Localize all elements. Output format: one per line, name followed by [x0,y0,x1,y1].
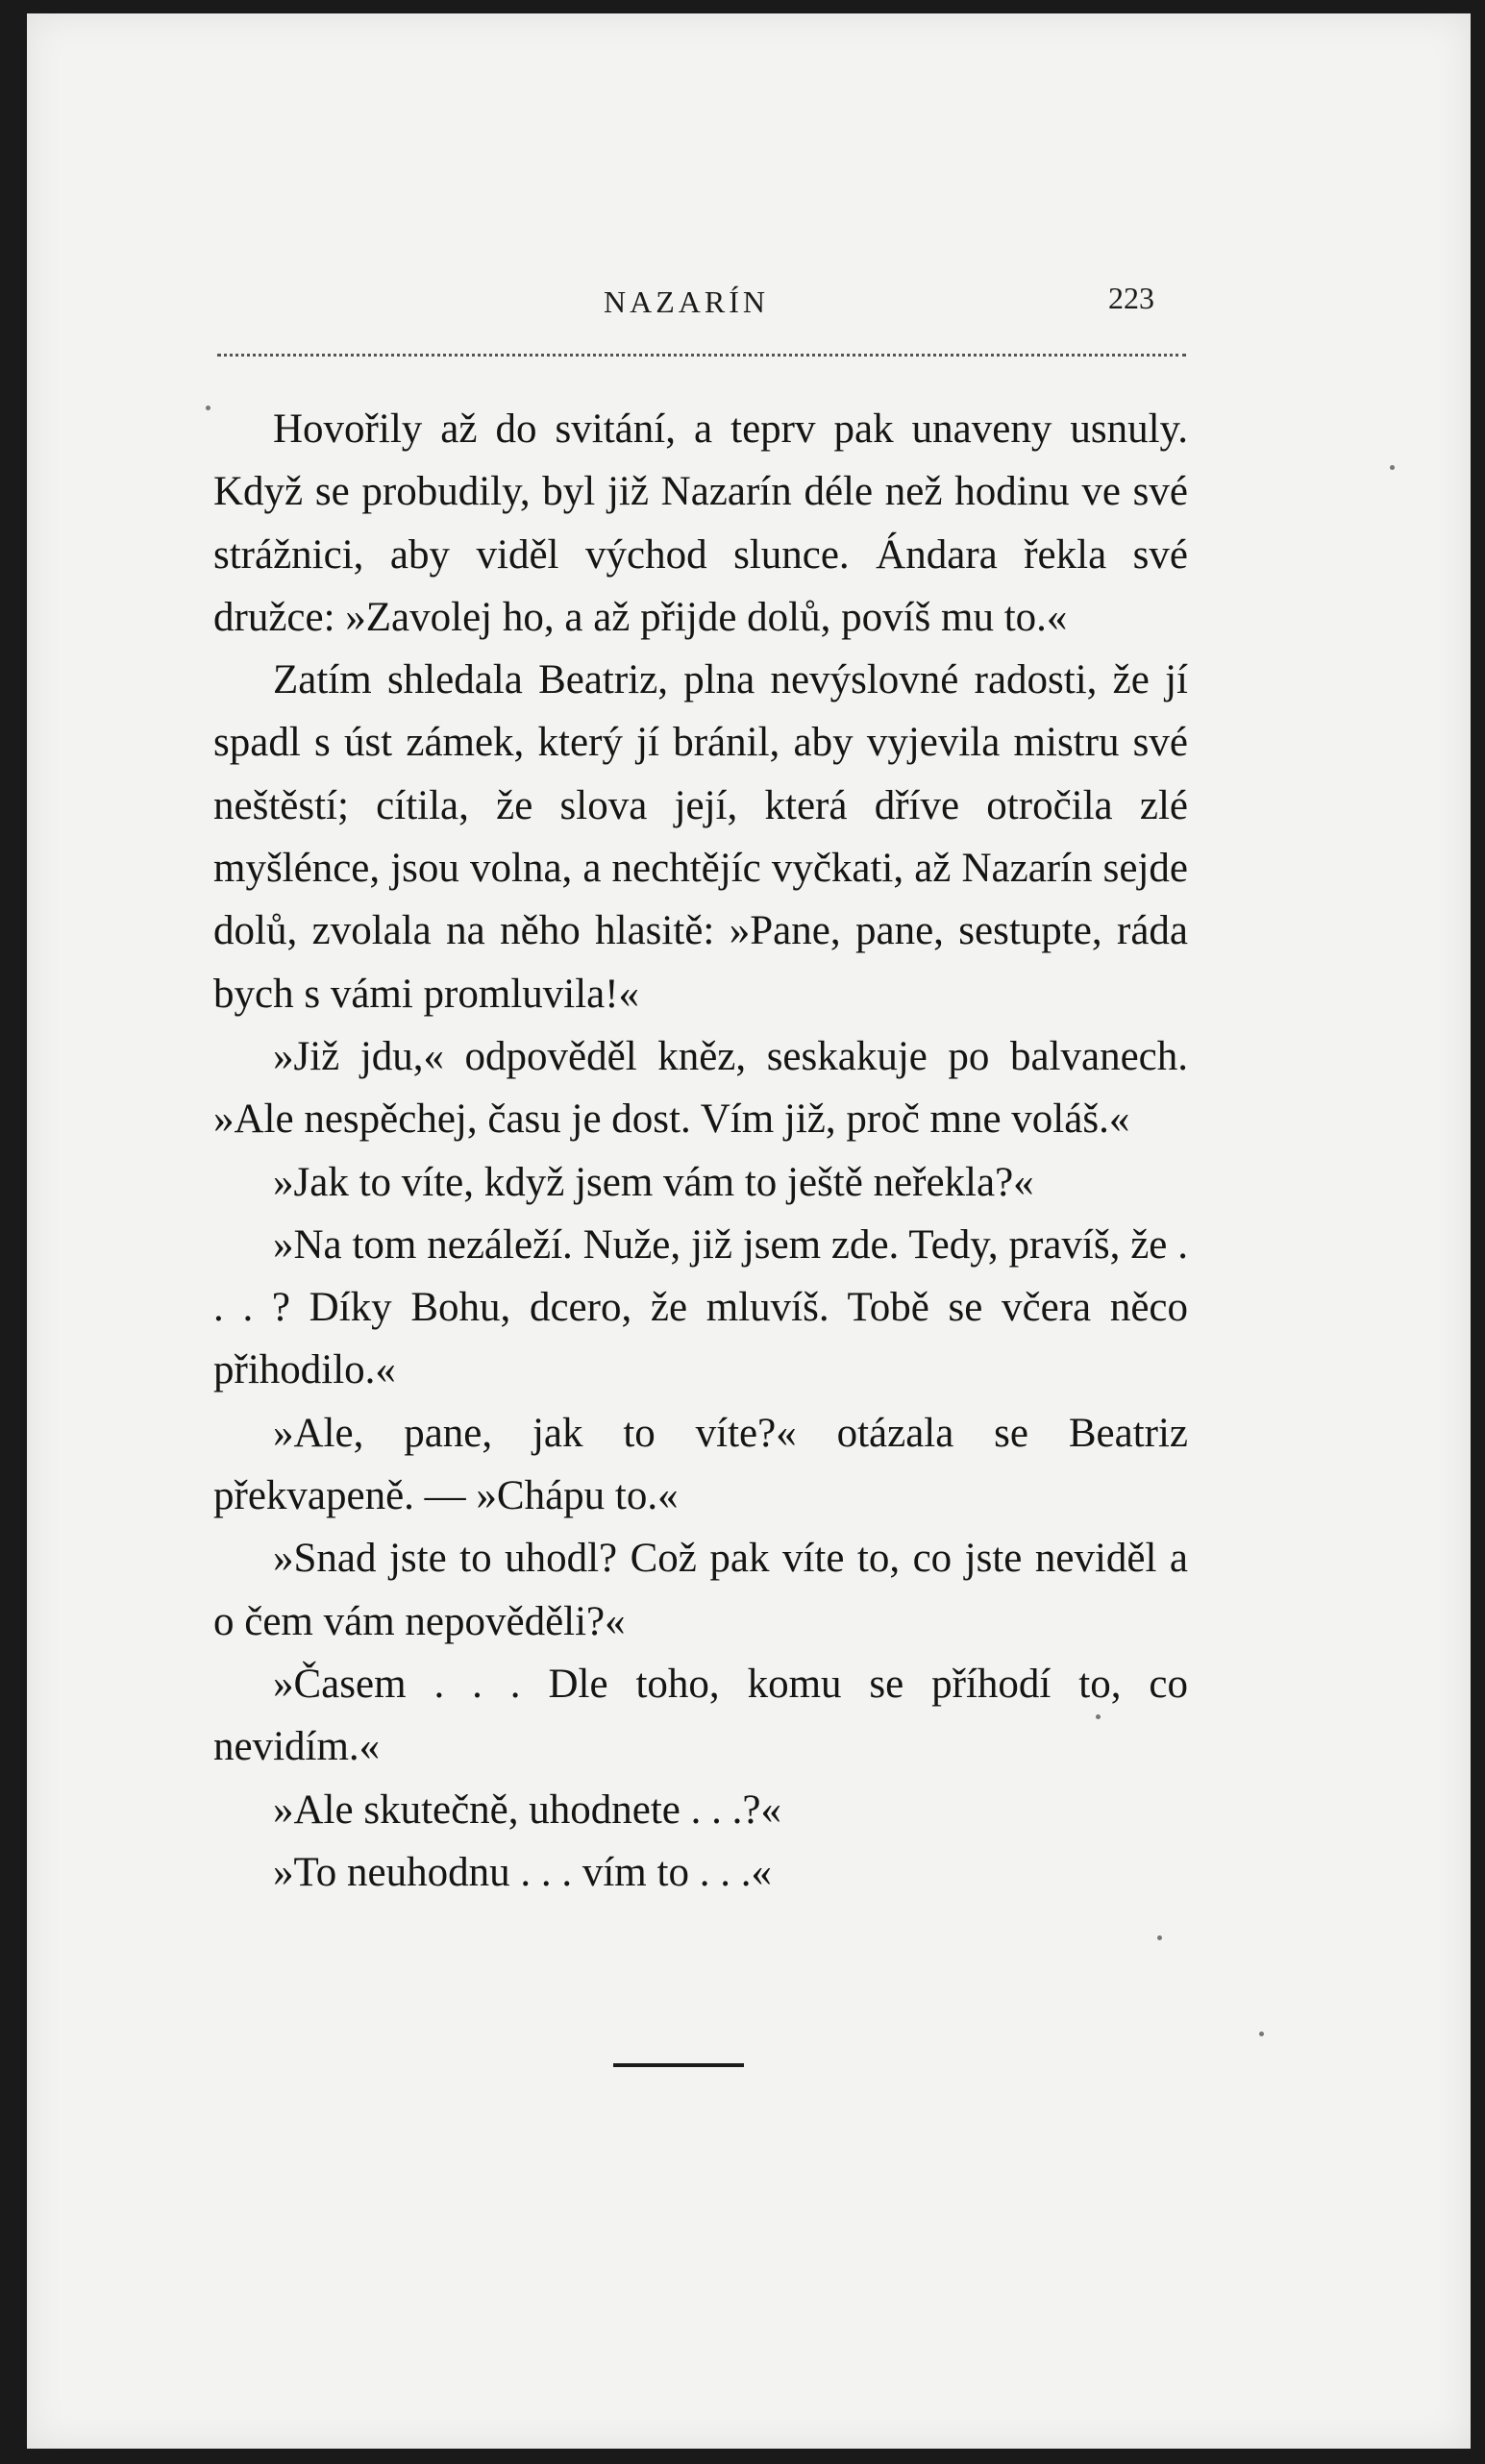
paragraph: »Snad jste to uhodl? Což pak víte to, co jste neviděl a o čem vám nepověděli?« [213,1536,1188,1644]
page-body [213,398,1188,1904]
header-divider [217,354,1186,357]
book-page [27,13,1471,2449]
scan-speck [206,406,210,410]
paragraph: »Časem . . . Dle toho, komu se příhodí to, co nevidím.« [213,1661,1188,1770]
scan-speck [1390,465,1395,470]
scan-speck [1096,1714,1101,1719]
end-rule [613,2063,744,2067]
paragraph: »To neuhodnu . . . vím to . . .« [273,1849,772,1895]
running-title: NAZARÍN [604,284,769,319]
page-number: 223 [1108,281,1154,315]
paragraph: Hovořily až do svitání, a teprv pak unaveny usnuly. Když se probudily, byl již Nazarín déle než hodinu ve své strážnici, aby viděl východ slunce. Ándara řekla své družce: »Zavolej ho, a až přijde dolů, povíš mu to.« [213,407,1188,640]
paragraph: »Jak to víte, když jsem vám to ještě neřekla?« [273,1159,1034,1205]
paragraph: »Na tom nezáleží. Nuže, již jsem zde. Tedy, pravíš, že . . . ? Díky Bohu, dcero, že mluvíš. Tobě se včera něco přihodilo.« [213,1221,1188,1393]
scan-speck [1157,1935,1162,1940]
paragraph: »Již jdu,« odpověděl kněz, seskakuje po balvanech. »Ale nespěchej, času je dost. Vím již, proč mne voláš.« [213,1033,1188,1143]
scan-speck [1259,2032,1264,2036]
paragraph: Zatím shledala Beatriz, plna nevýslovné radosti, že jí spadl s úst zámek, který jí bránil, aby vyjevila mistru své neštěstí; cítila, že slova její, která dříve otročila zlé myšlénce, jsou volna, a nechtějíc vyčkati, až Nazarín sejde dolů, zvolala na něho hlasitě: »Pane, pane, sestupte, ráda bych s vámi promluvila!« [213,657,1188,1017]
paragraph: »Ale skutečně, uhodnete . . .?« [273,1786,781,1833]
page-header [27,275,1471,333]
paragraph: »Ale, pane, jak to víte?« otázala se Beatriz překvapeně. — »Chápu to.« [213,1410,1188,1519]
